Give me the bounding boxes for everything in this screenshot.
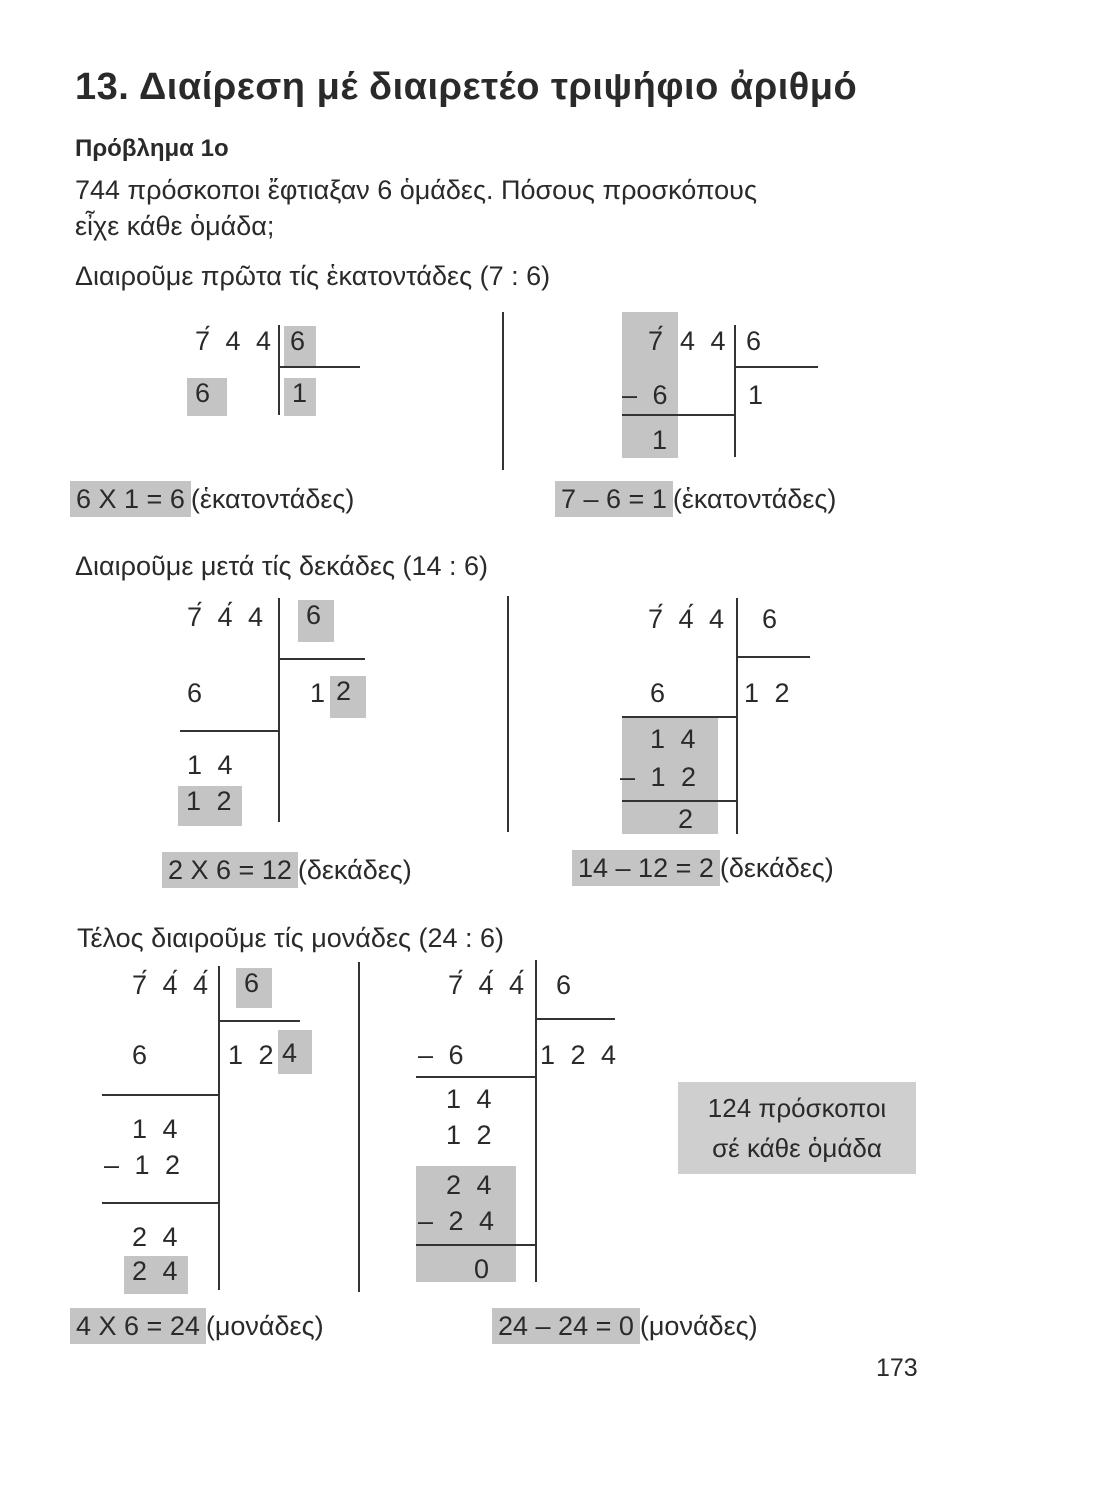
equation: 14 – 12 = 2 <box>572 850 720 886</box>
equation: 4 X 6 = 24 <box>70 1308 206 1344</box>
result-line-2: σέ κάθε ὁμάδα <box>712 1133 882 1163</box>
division-vertical-line <box>278 325 280 415</box>
subtrahend-12: – 1 2 <box>104 1150 185 1180</box>
step3-equation-left <box>70 1311 324 1342</box>
quotient: 1 <box>748 380 768 410</box>
dividend-rest: 4 4 <box>680 326 730 356</box>
page-title: 13. Διαίρεση μέ διαιρετέο τριψήφιο ἀριθμό <box>75 66 858 108</box>
divisor: 6 <box>236 968 272 1008</box>
equation: 24 – 24 = 0 <box>492 1308 640 1344</box>
subtrahend-24: – 2 4 <box>418 1206 499 1236</box>
step1-equation-right <box>555 484 836 515</box>
divisor-underline <box>736 366 818 368</box>
quotient-digits: 1 2 <box>228 1040 278 1070</box>
divisor-underline <box>537 1018 615 1020</box>
brought-down-14: 1 4 <box>132 1114 182 1144</box>
subtrahend: – 6 <box>622 380 672 410</box>
remainder: 2 <box>678 804 698 834</box>
quotient: 1 2 <box>744 678 794 708</box>
division-vertical-line <box>218 966 220 1290</box>
brought-down-24: 2 4 <box>446 1170 496 1200</box>
subtraction-line <box>622 716 738 718</box>
quotient: 1 2 4 <box>540 1040 621 1070</box>
divisor-underline <box>280 366 360 368</box>
dividend-hundreds: 7́ <box>648 326 668 356</box>
unit: (μονάδες) <box>639 1311 758 1341</box>
first-product: 6 <box>187 678 207 708</box>
subtraction-line-2 <box>102 1202 220 1204</box>
dividend: 7́ 4́ 4́ <box>448 970 529 1000</box>
division-vertical-line <box>278 598 280 822</box>
divisor: 6 <box>556 970 576 1000</box>
quotient-digit-3: 4 <box>278 1030 312 1074</box>
remainder: 1 <box>652 425 672 455</box>
unit: (δεκάδες) <box>297 855 412 885</box>
brought-down: 1 4 <box>187 750 237 780</box>
equation: 2 X 6 = 12 <box>162 852 298 888</box>
subtraction-line <box>180 730 280 732</box>
divisor-underline <box>280 658 365 660</box>
column-divider <box>358 962 360 1292</box>
remainder: 0 <box>474 1254 494 1284</box>
subtraction-line <box>102 1094 220 1096</box>
brought-down: 1 4 <box>650 724 700 754</box>
quotient-digit-2: 2 <box>330 676 366 718</box>
subtraction-line-2 <box>416 1244 536 1246</box>
unit: (ἑκατοντάδες) <box>190 484 355 514</box>
result-line-1: 124 πρόσκοποι <box>707 1093 887 1123</box>
step2-intro: Διαιροῦμε μετά τίς δεκάδες (14 : 6) <box>75 551 489 581</box>
divisor: 6 <box>284 326 316 366</box>
problem-heading: Πρόβλημα 1ο <box>75 135 229 162</box>
brought-down-24: 2 4 <box>132 1222 182 1252</box>
subtraction-line-2 <box>622 800 738 802</box>
product: 1 2 <box>178 786 242 826</box>
divisor-underline <box>738 656 810 658</box>
division-vertical-line <box>734 325 736 457</box>
step1-equation-left <box>70 484 354 515</box>
dividend: 7́ 4 4 <box>195 326 276 356</box>
subtrahend-6: – 6 <box>418 1040 468 1070</box>
step2-equation-left <box>162 855 412 886</box>
product: 2 4 <box>124 1256 188 1294</box>
step1-intro: Διαιροῦμε πρῶτα τίς ἑκατοντάδες (7 : 6) <box>75 261 551 291</box>
step2-equation-right <box>572 853 834 884</box>
step3-equation-right <box>492 1311 758 1342</box>
first-product: 6 <box>650 678 670 708</box>
quotient: 1 <box>284 378 316 416</box>
product: 6 <box>187 378 227 416</box>
dividend: 7́ 4́ 4 <box>187 602 268 632</box>
divisor: 6 <box>762 604 782 634</box>
divisor: 6 <box>298 600 334 642</box>
column-divider <box>507 596 509 832</box>
dividend: 7́ 4́ 4́ <box>132 970 213 1000</box>
unit: (μονάδες) <box>205 1311 324 1341</box>
brought-down-14: 1 4 <box>446 1084 496 1114</box>
problem-text-line-1: 744 πρόσκοποι ἔφτιαξαν 6 ὁμάδες. Πόσους προσκόπους <box>75 175 757 205</box>
first-product: 6 <box>132 1040 152 1070</box>
subtraction-line <box>416 1076 536 1078</box>
problem-text-line-2: εἶχε κάθε ὁμάδα; <box>75 211 275 241</box>
division-vertical-line <box>535 960 537 1282</box>
dividend: 7́ 4́ 4 <box>648 604 729 634</box>
column-divider <box>502 312 504 470</box>
page-number: 173 <box>876 1354 918 1382</box>
unit: (ἑκατοντάδες) <box>672 484 837 514</box>
equation: 6 X 1 = 6 <box>70 481 191 517</box>
quotient-digit-1: 1 <box>310 678 330 708</box>
unit: (δεκάδες) <box>719 853 834 883</box>
step3-intro: Τέλος διαιροῦμε τίς μονάδες (24 : 6) <box>77 923 505 953</box>
divisor-underline <box>220 1020 300 1022</box>
product-12: 1 2 <box>446 1120 496 1150</box>
equation: 7 – 6 = 1 <box>555 481 673 517</box>
subtrahend: – 1 2 <box>620 762 701 792</box>
result-box <box>678 1082 916 1174</box>
divisor: 6 <box>746 326 766 356</box>
subtraction-line <box>622 414 736 416</box>
